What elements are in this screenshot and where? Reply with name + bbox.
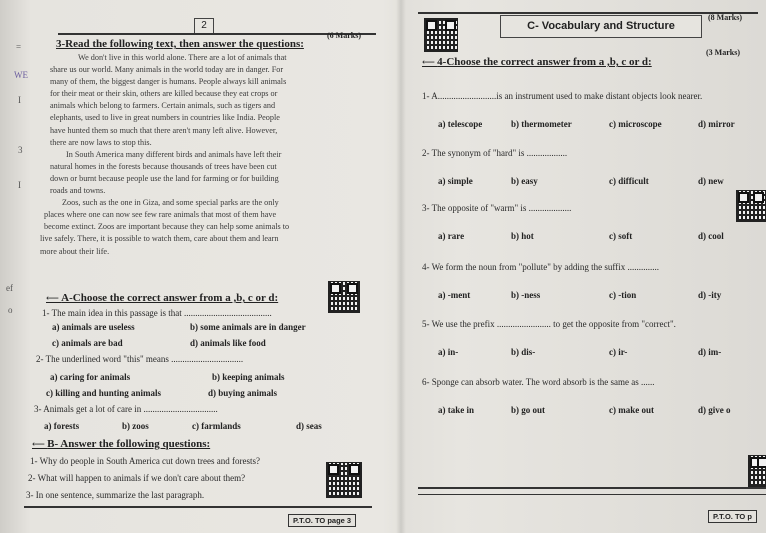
passage-line: elephants, used to live in great numbers in countries like India. People [50, 113, 280, 123]
passage-line: animals which belong to farmers. Certain animals, such as tigers and [50, 101, 276, 111]
top-rule-right [418, 12, 758, 14]
option: a) forests [44, 421, 80, 431]
vocab-option: c) microscope [609, 119, 662, 129]
b-question: 1- Why do people in South America cut down trees and forests? [30, 456, 261, 466]
passage-line: more about their life. [40, 246, 110, 256]
margin-mark: I [18, 95, 21, 105]
page-fold [396, 0, 406, 533]
vocab-option: a) telescope [438, 119, 483, 129]
margin-mark: ef [6, 283, 13, 293]
passage-line: live safely. There, it is possible to watch them, care about them and learn [40, 234, 279, 244]
passage-line: for their meat or their skin, others are killed because they eat crops or [50, 89, 278, 99]
passage-line: become extinct. Zoos are important because they can help some animals to [44, 222, 290, 232]
vocab-option: a) rare [438, 231, 465, 241]
qr-code [424, 18, 458, 52]
vocab-option: d) give o [698, 405, 731, 415]
vocab-option: c) ir- [609, 347, 628, 357]
reading-passage [40, 52, 290, 258]
passage-line: In South America many different birds and animals have left their [66, 149, 282, 159]
vocab-option: b) dis- [511, 347, 536, 357]
page-number: 2 [194, 18, 214, 34]
vocab-option: a) in- [438, 347, 459, 357]
choose-heading-left: ⟵ A-Choose the correct answer from a ,b, c or d: [46, 292, 279, 304]
option: d) seas [296, 421, 322, 431]
vocab-option: d) im- [698, 347, 722, 357]
margin-mark: I [18, 180, 21, 190]
vocab-option: a) simple [438, 176, 473, 186]
vocab-option: d) new [698, 176, 724, 186]
option: d) buying animals [208, 388, 278, 398]
section-banner: C- Vocabulary and Structure [500, 15, 702, 38]
section-marks: (8 Marks) [708, 13, 742, 22]
b-question: 2- What will happen to animals if we don't care about them? [28, 473, 246, 483]
b-question: 3- In one sentence, summarize the last paragraph. [26, 490, 205, 500]
passage-line: roads and towns. [50, 186, 106, 196]
question-3: 3- Animals get a lot of care in ................................. [34, 404, 218, 414]
margin-mark: o [8, 305, 13, 315]
vocab-question: 4- We form the noun from "pollute" by adding the suffix .............. [422, 262, 660, 272]
vocab-question: 5- We use the prefix ........................ to get the opposite from "correct". [422, 319, 676, 329]
vocab-option: a) -ment [438, 290, 471, 300]
vocab-option: d) -ity [698, 290, 722, 300]
passage-line: places where one can now see few rare animals that most of them have [44, 210, 277, 220]
vocab-option: c) -tion [609, 290, 637, 300]
passage-line: down or burnt because people use the land for farming or for building [50, 173, 279, 183]
vocab-question: 3- The opposite of "warm" is ................... [422, 203, 572, 213]
vocab-option: b) go out [511, 405, 546, 415]
vocab-option: a) take in [438, 405, 474, 415]
option: b) keeping animals [212, 372, 285, 382]
passage-line: Zoos, such as the one in Giza, and some special parks are the only [62, 198, 279, 208]
vocab-option: c) make out [609, 405, 654, 415]
qr-code [326, 462, 362, 498]
margin-mark: WE [14, 70, 28, 80]
vocab-option: d) cool [698, 231, 724, 241]
passage-line: many of them, the biggest danger is humans. People always kill animals [50, 77, 287, 87]
option: a) caring for animals [50, 372, 131, 382]
vocab-option: c) difficult [609, 176, 649, 186]
passage-line: We don't live in this world alone. There are a lot of animals that [78, 53, 287, 62]
choose-heading-right: ⟵ 4-Choose the correct answer from a ,b, c or d: [422, 56, 652, 68]
option: b) zoos [122, 421, 149, 431]
question-1: 1- The main idea in this passage is that ....................................... [42, 308, 272, 318]
qr-code [736, 190, 766, 222]
passage-line: have hunted them so much that there aren't many left alive. However, [50, 125, 278, 135]
vocab-option: b) -ness [511, 290, 541, 300]
vocab-question: 1- A..........................is an instrument used to make distant objects look nearer. [422, 91, 703, 101]
vocab-option: b) easy [511, 176, 538, 186]
reading-marks: (6 Marks) [327, 31, 361, 40]
passage-line: there are now laws to stop this. [50, 137, 152, 147]
vocab-option: b) hot [511, 231, 534, 241]
margin-mark: = [16, 42, 22, 52]
pto-label-right: P.T.O. TO p [708, 510, 757, 523]
option: c) animals are bad [52, 338, 123, 348]
question-2: 2- The underlined word "this" means ................................ [36, 354, 244, 364]
vocab-question: 2- The synonym of "hard" is .................. [422, 148, 568, 158]
choose-marks: (3 Marks) [706, 48, 740, 57]
margin-mark: 3 [18, 145, 23, 155]
passage-line: natural homes in the forests because thousands of trees have been cut [50, 161, 277, 171]
bottom-rule-right-thin [418, 494, 766, 495]
vocab-option: b) thermometer [511, 119, 572, 129]
pto-label: P.T.O. TO page 3 [288, 514, 356, 527]
answer-heading: ⟵ B- Answer the following questions: [32, 438, 211, 450]
bottom-rule-right [418, 487, 766, 489]
reading-heading: 3-Read the following text, then answer the questions: [56, 38, 304, 50]
option: c) farmlands [192, 421, 241, 431]
vocab-option: d) mirror [698, 119, 735, 129]
qr-code [328, 281, 360, 313]
qr-code [748, 455, 766, 487]
option: c) killing and hunting animals [46, 388, 162, 398]
bottom-rule-left [24, 506, 372, 508]
passage-line: share us our world. Many animals in the world today are in danger. For [50, 65, 284, 75]
option: b) some animals are in danger [190, 322, 306, 332]
option: a) animals are useless [52, 322, 135, 332]
vocab-option: c) soft [609, 231, 633, 241]
option: d) animals like food [190, 338, 266, 348]
vocab-question: 6- Sponge can absorb water. The word absorb is the same as ...... [422, 377, 655, 387]
